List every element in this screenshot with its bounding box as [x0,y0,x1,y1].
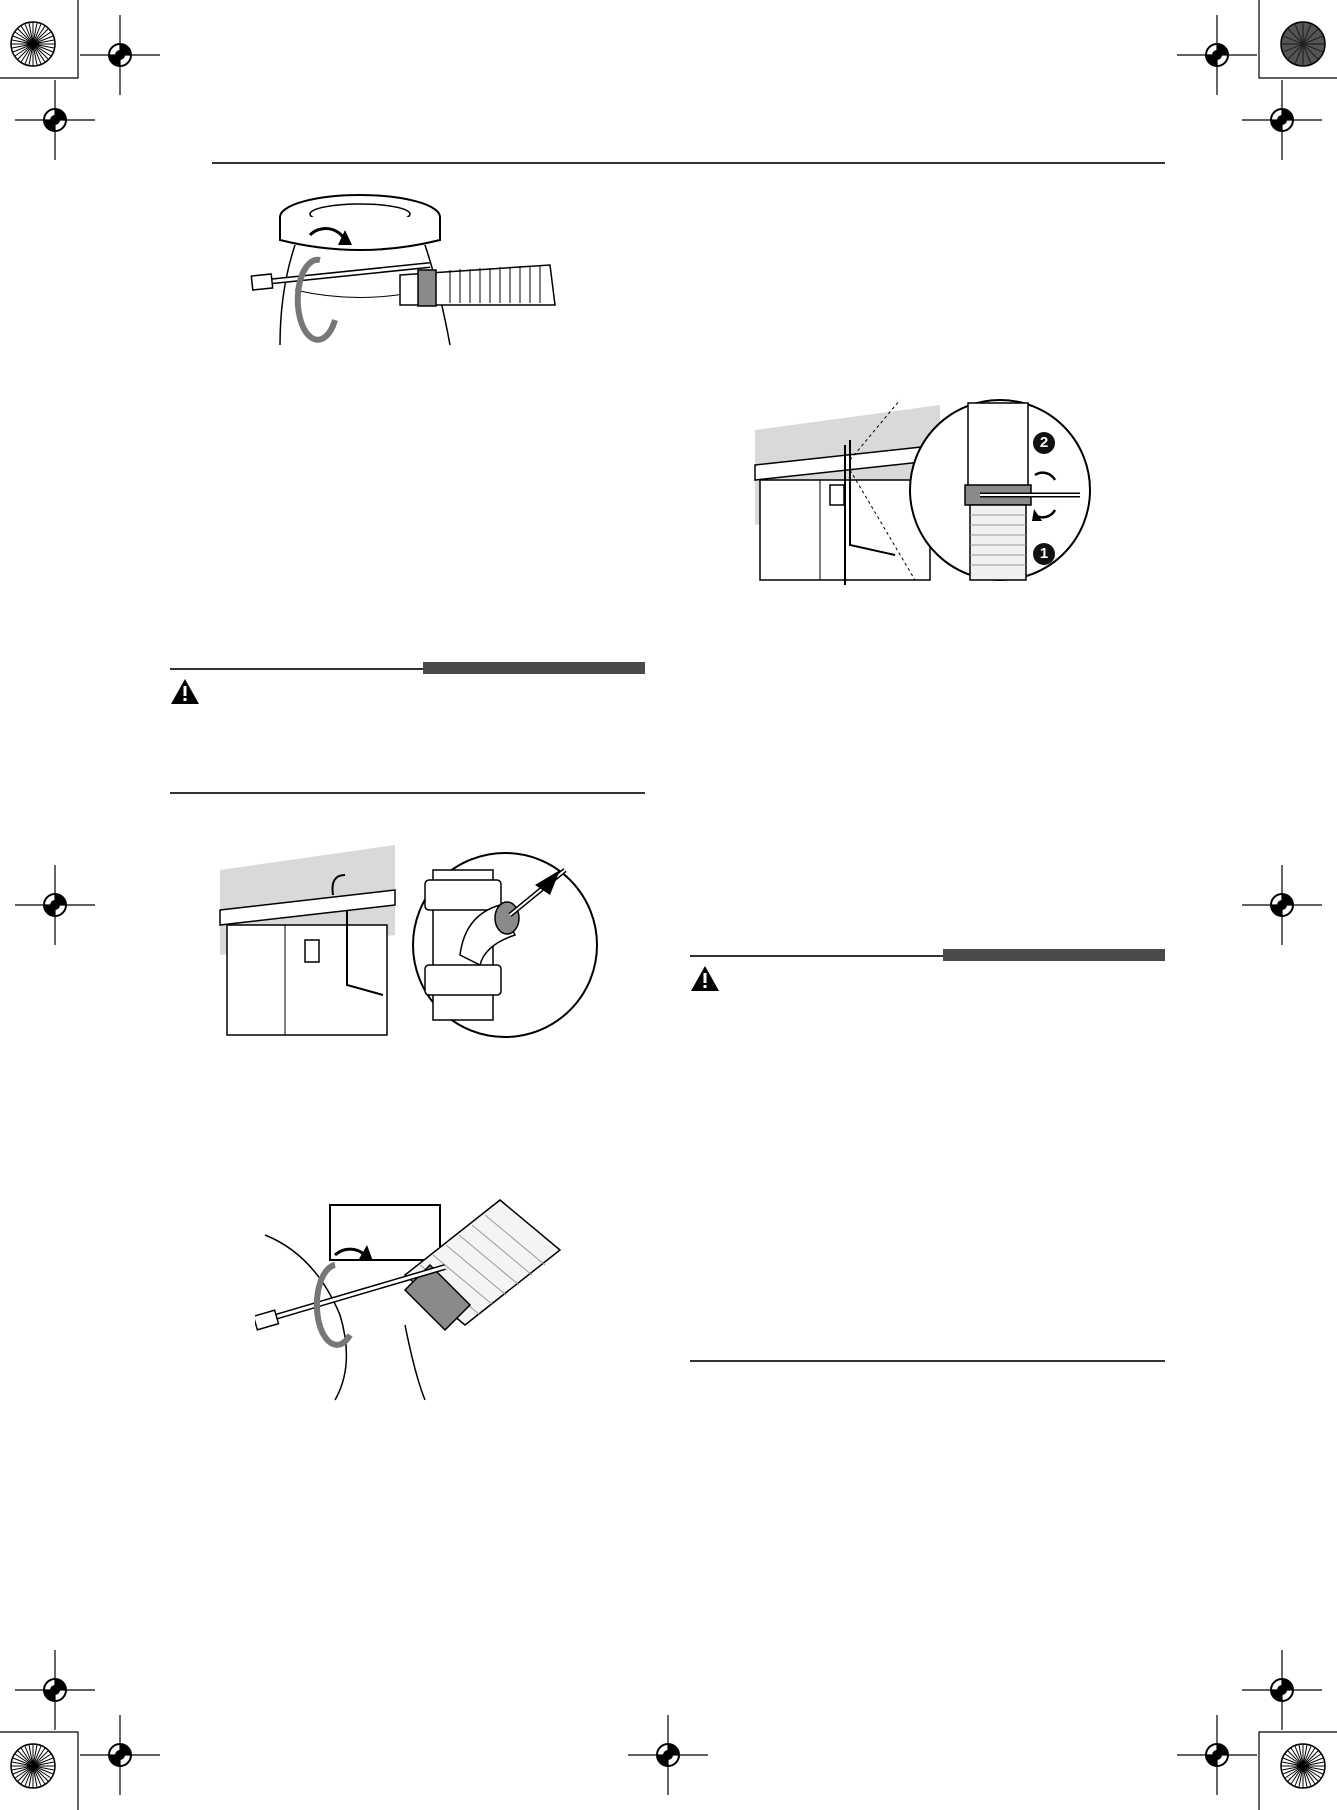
warning-triangle-icon [690,965,720,992]
caution-tab-2 [943,949,1165,961]
warning-triangle-icon [170,678,200,705]
header-rule [212,162,1165,164]
caution-rule-bottom-2 [690,1360,1165,1362]
figure-standpipe-tee [215,815,600,1055]
caution-tab [423,662,645,674]
figure-floor-drain-clamp [250,190,570,350]
caution-rule-bottom [170,792,645,794]
callout-1: 1 [1033,543,1055,565]
callout-2: 2 [1033,432,1055,454]
figure-angled-hose-clamp [255,1195,595,1405]
